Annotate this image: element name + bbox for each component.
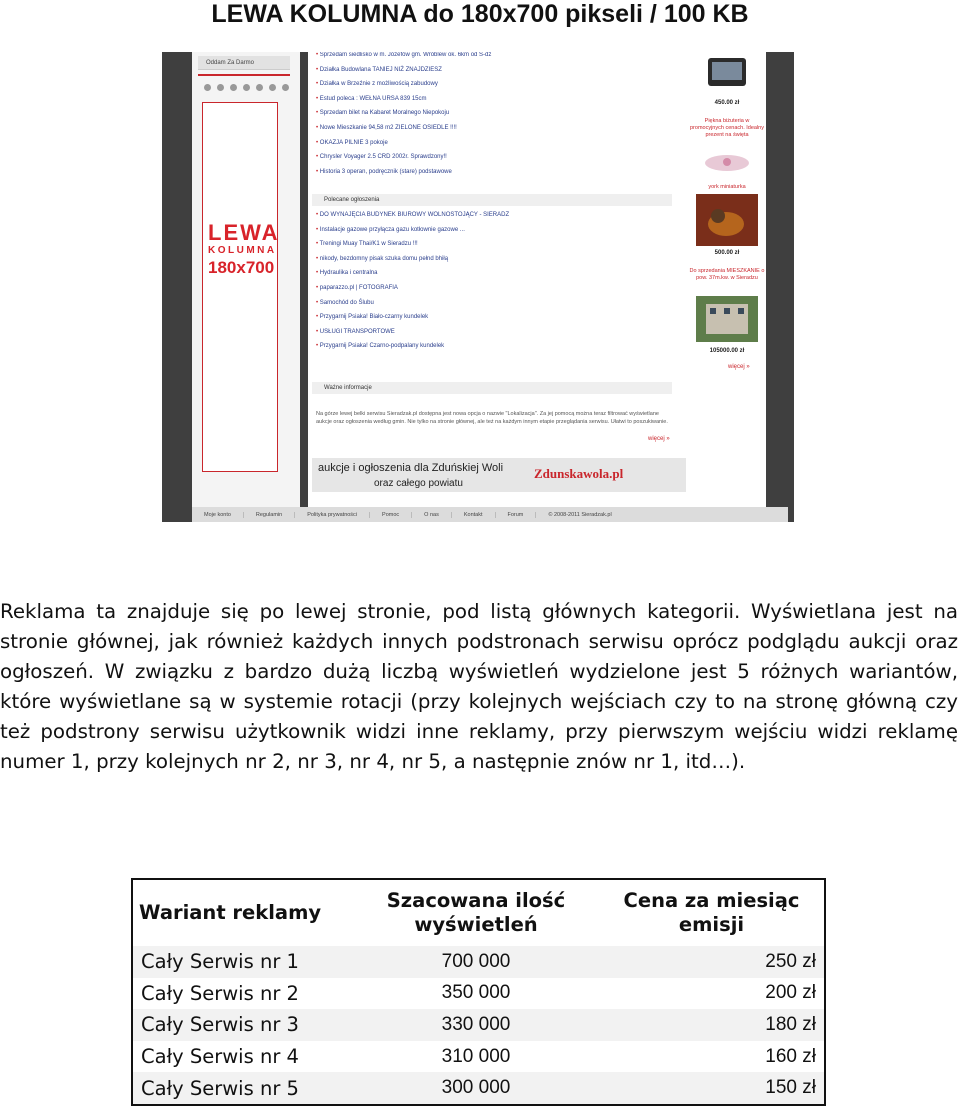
list-item: • USŁUGI TRANSPORTOWE <box>316 325 509 340</box>
list-item: • Estud poleca : WEŁNA URSA 839 15cm <box>316 92 491 107</box>
phone-image <box>696 54 758 92</box>
table-row <box>133 946 824 978</box>
footer-link: Polityka prywatności <box>295 512 370 518</box>
list-item: • Przygarnij Psiaka! Czarno-podpalany kundelek <box>316 339 509 354</box>
promo-text: york miniaturka <box>708 184 746 190</box>
dog-image <box>696 194 758 246</box>
red-divider <box>198 74 290 76</box>
list-item: • Nowe Mieszkanie 94,58 m2 ZIELONE OSIEDLE !!!! <box>316 121 491 136</box>
more-link: więcej » <box>648 436 670 442</box>
list-item: • Działka Budowlana TANIEJ NIŻ ZNAJDZIESZ <box>316 63 491 78</box>
list-item: • OKAZJA PILNIE 3 pokoje <box>316 136 491 151</box>
apartment-image <box>696 296 758 342</box>
footer-link: Regulamin <box>244 512 295 518</box>
price-cell: 150 zł <box>599 1072 824 1104</box>
list-item: • Treningi Muay Thai/K1 w Sieradzu !!! <box>316 237 509 252</box>
listing-list <box>316 52 491 179</box>
ad-line-1: LEWA <box>208 220 280 245</box>
views-cell: 300 000 <box>353 1072 599 1104</box>
screenshot-right-column <box>688 52 766 514</box>
price-cell: 180 zł <box>599 1009 824 1041</box>
small-icon <box>243 84 250 91</box>
footer-link: O nas <box>412 512 452 518</box>
variant-cell: Cały Serwis nr 2 <box>133 978 353 1010</box>
banner-title: aukcje i ogłoszenia dla Zduńskiej Woli <box>318 462 504 474</box>
ad-line-3: 180x700 <box>208 258 275 277</box>
list-item: • paparazzo.pl | FOTOGRAFIA <box>316 281 509 296</box>
section-info-header: Ważne informacje <box>312 382 672 394</box>
small-icon <box>282 84 289 91</box>
document-title: LEWA KOLUMNA do 180x700 pikseli / 100 KB <box>211 0 749 28</box>
more-link: więcej » <box>728 364 750 370</box>
column-header-price: Cena za miesiąc emisji <box>623 889 800 936</box>
banner-logo: Zdunskawola.pl <box>534 466 624 481</box>
footer-link: Moje konto <box>192 512 244 518</box>
list-item: • Historia 3 operan, podręcznik (stare) podstawowe <box>316 165 491 180</box>
ad-line-2: KOLUMNA <box>208 245 277 256</box>
variant-cell: Cały Serwis nr 5 <box>133 1072 353 1104</box>
icon-row <box>204 84 289 91</box>
price-label: 450.00 zł <box>714 100 740 106</box>
footer-link: Pomoc <box>370 512 412 518</box>
small-icon <box>217 84 224 91</box>
promo-text: Piękna biżuteria w promocyjnych cenach. Idealny prezent na święta <box>690 118 764 138</box>
small-icon <box>256 84 263 91</box>
table-row <box>133 1072 824 1104</box>
list-item: • Chrysler Voyager 2.5 CRD 2002r. Sprawdzony!! <box>316 150 491 165</box>
description-paragraph: Reklama ta znajduje się po lewej stronie, pod listą głównych kategorii. Wyświetlana jest na stronie głównej, jak również każdych innych podstronach serwisu oprócz podglądu aukcji oraz ogłoszeń. W związku z bardzo dużą liczbą wyświetleń wydzielone jest 5 różnych wariantów, które wyświetlane są w systemie rotacji (przy kolejnych wejściach czy to na stronę główną czy też podstrony serwisu użytkownik widzi inne reklamy, przy pierwszym wejściu widzi reklamę numer 1, przy kolejnych nr 2, nr 3, nr 4, nr 5, a następnie znów nr 1, itd…). <box>0 600 958 773</box>
variant-cell: Cały Serwis nr 1 <box>133 946 353 978</box>
small-icon <box>269 84 276 91</box>
table-row <box>133 1009 824 1041</box>
banner-subtitle: oraz całego powiatu <box>374 478 463 489</box>
column-header-variant: Wariant reklamy <box>139 901 322 924</box>
variant-cell: Cały Serwis nr 4 <box>133 1041 353 1073</box>
promo-text: Do sprzedania MIESZKANIE o pow. 37m.kw. w Sieradzu <box>689 268 765 281</box>
views-cell: 310 000 <box>353 1041 599 1073</box>
price-cell: 250 zł <box>599 946 824 978</box>
website-screenshot <box>162 52 794 522</box>
left-column-ad-frame <box>202 102 278 472</box>
price-label: 500.00 zł <box>714 250 740 256</box>
list-item: • Hydraulika i centralna <box>316 266 509 281</box>
list-item: • DO WYNAJĘCIA BUDYNEK BIUROWY WOLNOSTOJĄCY - SIERADZ <box>316 208 509 223</box>
price-cell: 160 zł <box>599 1041 824 1073</box>
price-cell: 200 zł <box>599 978 824 1010</box>
footer-link: Kontakt <box>452 512 496 518</box>
info-text: Na górze lewej belki serwisu Sieradzak.pl dostępna jest nowa opcja o nazwie "Lokalizacja". Za jej pomocą można teraz filtrować wyświetlane aukcje oraz ogłoszenia według gmin. Nie tylko na stronie głównej, ale też na każdym innym etapie przeglądania serwisu. Ułatwi to poszukiwanie. <box>316 411 668 425</box>
list-item: • Działka w Brzeźnie z możliwością zabudowy <box>316 77 491 92</box>
column-header-views: Szacowana ilość wyświetleń <box>386 889 566 936</box>
footer-copyright: © 2008-2011 Sieradzak.pl <box>548 511 612 518</box>
list-item: • nikody, bezdomny pisak szuka domu pełnd bhiłą <box>316 252 509 267</box>
list-item: • Przygarnij Psiaka! Biało-czarny kundelek <box>316 310 509 325</box>
list-item: • Samochód do Ślubu <box>316 296 509 311</box>
screenshot-footer <box>192 507 788 522</box>
table-header-row <box>133 880 824 946</box>
list-item: • Sprzedam bilet na Kabaret Moralnego Niepokoju <box>316 106 491 121</box>
screenshot-main-column <box>308 52 688 514</box>
jewelry-image <box>696 150 758 176</box>
footer-link: Forum <box>496 512 537 518</box>
left-column-ad-text <box>208 222 298 278</box>
price-label: 105000.00 zł <box>709 348 745 354</box>
table-row <box>133 1041 824 1073</box>
left-tab: Oddam Za Darmo <box>198 56 290 70</box>
variant-cell: Cały Serwis nr 3 <box>133 1009 353 1041</box>
pricing-table <box>131 878 826 1106</box>
list-item: • Sprzedam siedlisko w m. Józefów gm. Wróblew ok. 6km od S-dz <box>316 52 491 63</box>
regional-banner <box>312 458 686 492</box>
small-icon <box>230 84 237 91</box>
featured-list <box>316 208 509 354</box>
list-item: • Instalacje gazowe przyłącza gazu kotłownie gazowe ... <box>316 223 509 238</box>
views-cell: 330 000 <box>353 1009 599 1041</box>
views-cell: 700 000 <box>353 946 599 978</box>
table-row <box>133 978 824 1010</box>
views-cell: 350 000 <box>353 978 599 1010</box>
small-icon <box>204 84 211 91</box>
section-featured-header: Polecane ogłoszenia <box>312 194 672 206</box>
